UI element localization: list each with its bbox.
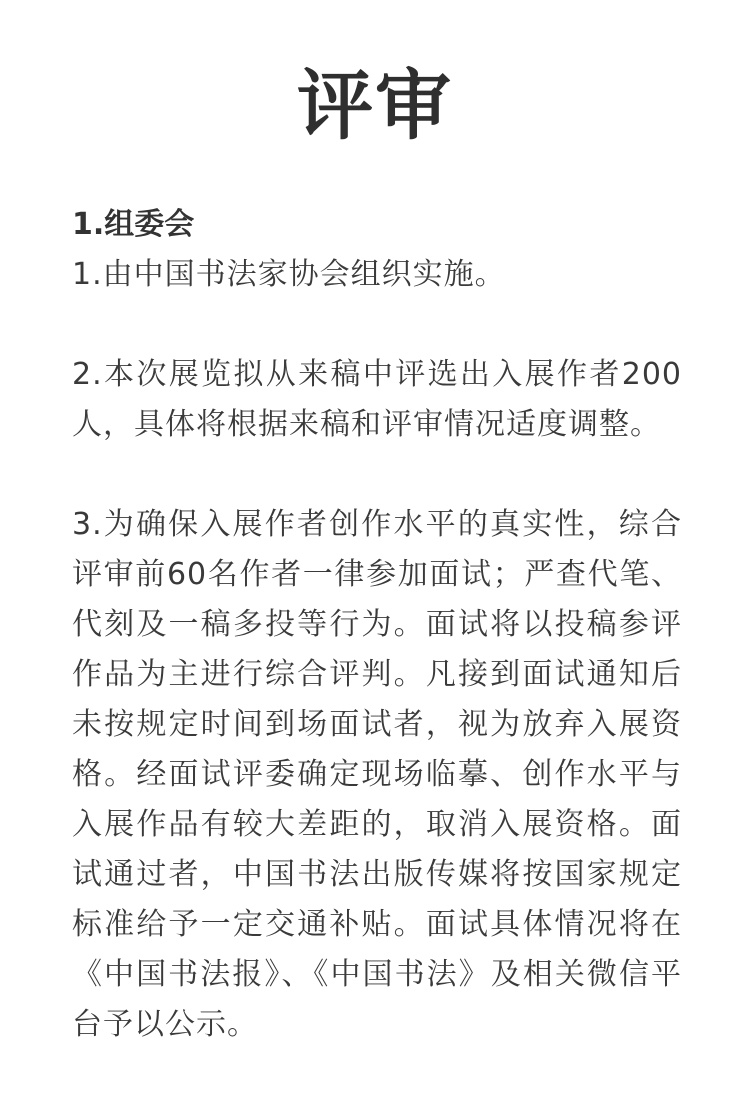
paragraph-3: 3.为确保入展作者创作水平的真实性，综合评审前60名作者一律参加面试；严查代笔、代刻及一稿多投等行为。面试将以投稿参评作品为主进行综合评判。凡接到面试通知后未按规定时间到场面试者，视为放弃入展资格。经面试评委确定现场临摹、创作水平与入展作品有较大差距的，取消入展资格。面试通过者，中国书法出版传媒将按国家规定标准给予一定交通补贴。面试具体情况将在《中国书法报》、《中国书法》及相关微信平台予以公示。 — [72, 507, 682, 1042]
section-heading: 1.组委会 — [72, 207, 195, 242]
paragraph-gap — [72, 450, 682, 500]
paragraph-gap — [72, 300, 682, 350]
page-title: 评审 — [297, 61, 453, 150]
paragraph-2: 2.本次展览拟从来稿中评选出入展作者200人，具体将根据来稿和评审情况适度调整。 — [72, 357, 682, 442]
content-section — [72, 200, 682, 1050]
paragraph-1: 1.由中国书法家协会组织实施。 — [72, 257, 506, 292]
